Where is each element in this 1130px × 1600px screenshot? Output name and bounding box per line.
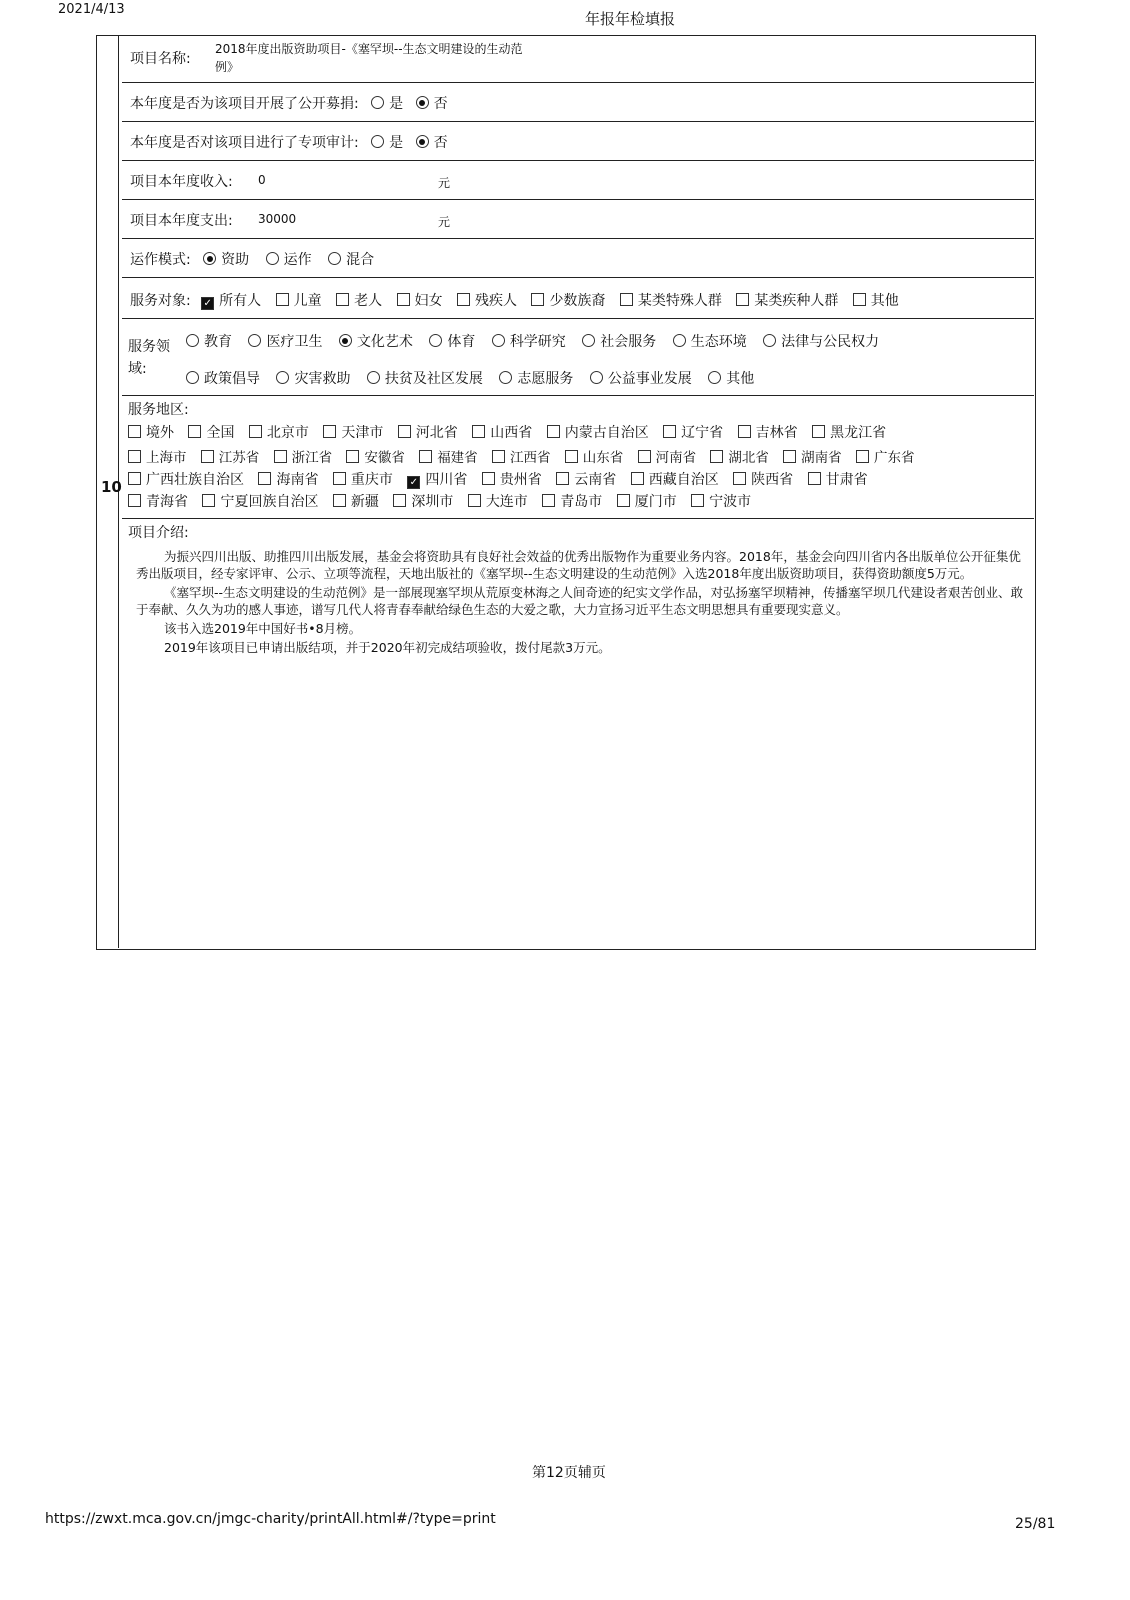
field-option: 灾害救助 [294,371,351,387]
region-checkbox[interactable] [733,472,746,485]
target-option: 老人 [354,293,383,309]
field-option: 医疗卫生 [266,334,323,350]
region-checkbox[interactable] [188,425,201,438]
intro-paragraph: 为振兴四川出版、助推四川出版发展，基金会将资助具有良好社会效益的优秀出版物作为重要业务内容。2018年，基金会向四川省内各出版单位公开征集优秀出版项目，经专家评审、公示、立项等流程，天地出版社的《塞罕坝--生态文明建设的生动范例》入选2018年度出版资助项目，获得资助额度5万元。 [136,549,1021,581]
expense-value: 30000 [258,212,297,226]
target-checkbox[interactable]: ✓ [201,297,214,310]
region-option: 江苏省 [218,450,260,466]
region-checkbox[interactable] [565,450,578,463]
fields-row1 [178,331,883,351]
target-option: 妇女 [414,293,443,309]
field-radio[interactable] [673,334,686,347]
region-option: 新疆 [350,494,379,510]
region-checkbox[interactable] [812,425,825,438]
target-option: 其他 [870,293,899,309]
field-radio[interactable] [367,371,380,384]
region-checkbox[interactable] [128,450,141,463]
field-option: 政策倡导 [204,371,260,387]
audit-row [130,132,448,152]
fields-row2 [178,368,758,388]
field-radio[interactable] [276,371,289,384]
region-checkbox[interactable] [691,494,704,507]
audit-label: 本年度是否对该项目进行了专项审计: [130,135,359,151]
region-option: 黑龙江省 [830,425,887,441]
region-checkbox[interactable] [393,494,406,507]
region-option: 厦门市 [634,494,677,510]
region-option: 天津市 [341,425,384,441]
divider [122,121,1034,122]
print-date: 2021/4/13 [58,2,125,17]
audit-no-label: 否 [433,135,448,151]
region-checkbox[interactable]: ✓ [407,476,420,489]
project-name-line1: 2018年度出版资助项目-《塞罕坝--生态文明建设的生动范 [215,42,523,56]
region-checkbox[interactable] [201,450,214,463]
divider [122,82,1034,83]
target-option: 少数族裔 [549,293,606,309]
targets-row [130,290,903,310]
divider [122,318,1034,319]
divider [122,199,1034,200]
region-checkbox[interactable] [468,494,481,507]
divider [122,395,1034,396]
region-option: 北京市 [266,425,309,441]
region-option: 河南省 [655,450,697,466]
region-checkbox[interactable] [738,425,751,438]
region-option: 湖南省 [801,450,842,466]
region-option: 安徽省 [364,450,405,466]
field-radio[interactable] [492,334,505,347]
fields-label-line1: 服务领 [128,339,170,355]
region-checkbox[interactable] [258,472,271,485]
field-option: 其他 [726,371,755,387]
mode-label: 运作模式: [130,252,191,268]
target-checkbox[interactable] [397,293,410,306]
intro-body [136,548,1024,658]
intro-label: 项目介绍: [128,525,189,541]
fundraising-yes-radio[interactable] [371,96,384,109]
field-option: 社会服务 [600,334,657,350]
target-option: 儿童 [293,293,322,309]
region-option: 辽宁省 [681,425,724,441]
target-option: 某类疾种人群 [754,293,839,309]
field-radio[interactable] [763,334,776,347]
region-checkbox[interactable] [492,450,505,463]
field-option: 科学研究 [509,334,566,350]
region-option: 内蒙古自治区 [564,425,649,441]
target-option: 所有人 [219,293,262,309]
region-option: 浙江省 [291,450,333,466]
field-option: 文化艺术 [356,334,413,350]
targets-label: 服务对象: [130,293,191,309]
field-option: 志愿服务 [517,371,574,387]
region-option: 贵州省 [499,472,542,488]
field-radio[interactable] [499,371,512,384]
region-option: 上海市 [146,450,187,466]
region-option: 深圳市 [411,494,454,510]
page-title: 年报年检填报 [585,10,676,28]
region-option: 福建省 [437,450,478,466]
field-radio[interactable] [339,334,352,347]
regions-row2 [122,446,918,466]
page-url: https://zwxt.mca.gov.cn/jmgc-charity/printAll.html#/?type=print [45,1511,496,1527]
region-checkbox[interactable] [398,425,411,438]
fields-label-line2: 域: [128,361,147,377]
region-checkbox[interactable] [710,450,723,463]
target-option: 某类特殊人群 [637,293,722,309]
region-option: 重庆市 [350,472,393,488]
intro-paragraph: 2019年该项目已申请出版结项，并于2020年初完成结项验收，拨付尾款3万元。 [164,640,611,655]
mode-option: 资助 [221,252,250,268]
target-checkbox[interactable] [620,293,633,306]
region-option: 湖北省 [728,450,769,466]
region-option: 云南省 [574,472,617,488]
target-option: 残疾人 [474,293,517,309]
income-value: 0 [258,173,266,187]
target-checkbox[interactable] [276,293,289,306]
field-option: 法律与公民权力 [781,334,880,350]
region-option: 山东省 [582,450,624,466]
region-option: 青岛市 [560,494,603,510]
expense-unit: 元 [438,215,451,229]
region-checkbox[interactable] [617,494,630,507]
field-radio[interactable] [186,371,199,384]
row-number: 10 [101,478,122,496]
region-option: 全国 [206,425,235,441]
mode-option: 混合 [346,252,375,268]
region-checkbox[interactable] [128,494,141,507]
region-checkbox[interactable] [856,450,869,463]
region-checkbox[interactable] [333,494,346,507]
audit-yes-radio[interactable] [371,135,384,148]
region-option: 海南省 [276,472,319,488]
regions-row1 [122,422,890,442]
region-option: 吉林省 [755,425,798,441]
region-option: 广西壮族自治区 [146,472,244,488]
region-checkbox[interactable] [663,425,676,438]
region-checkbox[interactable] [274,450,287,463]
field-option: 扶贫及社区发展 [384,371,483,387]
divider [122,277,1034,278]
target-checkbox[interactable] [336,293,349,306]
field-radio[interactable] [429,334,442,347]
region-checkbox[interactable] [323,425,336,438]
region-option: 广东省 [873,450,915,466]
region-checkbox[interactable] [808,472,821,485]
divider [122,160,1034,161]
page-label: 第12页辅页 [532,1465,606,1481]
target-checkbox[interactable] [736,293,749,306]
field-option: 公益事业发展 [607,371,692,387]
audit-no-radio[interactable] [416,135,429,148]
income-unit: 元 [438,176,451,190]
region-option: 宁波市 [709,494,752,510]
region-checkbox[interactable] [542,494,555,507]
region-checkbox[interactable] [346,450,359,463]
field-option: 生态环境 [690,334,747,350]
income-label: 项目本年度收入: [130,174,233,190]
target-checkbox[interactable] [457,293,470,306]
mode-row [130,249,378,269]
region-option: 陕西省 [751,472,794,488]
field-radio[interactable] [590,371,603,384]
fundraising-no-radio[interactable] [416,96,429,109]
region-checkbox[interactable] [128,472,141,485]
region-checkbox[interactable] [249,425,262,438]
project-name-label: 项目名称: [130,51,191,67]
field-option: 教育 [204,334,232,350]
region-option: 江西省 [509,450,551,466]
region-option: 河北省 [415,425,458,441]
region-checkbox[interactable] [419,450,432,463]
fundraising-label: 本年度是否为该项目开展了公开募捐: [130,96,359,112]
region-checkbox[interactable] [482,472,495,485]
region-option: 境外 [146,425,174,441]
region-option: 甘肃省 [825,472,868,488]
field-radio[interactable] [708,371,721,384]
page-count: 25/81 [1015,1516,1056,1532]
region-checkbox[interactable] [472,425,485,438]
target-checkbox[interactable] [531,293,544,306]
audit-yes-label: 是 [389,135,404,151]
intro-paragraph: 该书入选2019年中国好书•8月榜。 [164,621,362,636]
region-checkbox[interactable] [202,494,215,507]
divider [122,518,1034,519]
region-option: 山西省 [490,425,533,441]
region-checkbox[interactable] [128,425,141,438]
mode-radio[interactable] [266,252,279,265]
region-checkbox[interactable] [333,472,346,485]
field-radio[interactable] [582,334,595,347]
intro-paragraph: 《塞罕坝--生态文明建设的生动范例》是一部展现塞罕坝从荒原变林海之人间奇迹的纪实文学作品，对弘扬塞罕坝精神，传播塞罕坝几代建设者艰苦创业、敢于奉献、久久为功的感人事迹，谱写几代人将青春奉献给绿色生态的大爱之歌，大力宣扬习近平生态文明思想具有重要现实意义。 [136,585,1024,617]
regions-label: 服务地区: [128,402,189,418]
target-checkbox[interactable] [853,293,866,306]
field-option: 体育 [447,334,476,350]
region-option: 西藏自治区 [648,472,719,488]
region-option: 宁夏回族自治区 [220,494,319,510]
region-checkbox[interactable] [556,472,569,485]
divider [122,238,1034,239]
region-checkbox[interactable] [638,450,651,463]
region-option: 四川省 [425,472,468,488]
fundraising-row [130,93,448,113]
fundraising-yes-label: 是 [389,96,404,112]
regions-row4 [122,491,755,511]
region-checkbox[interactable] [783,450,796,463]
mode-radio[interactable] [328,252,341,265]
project-name-line2: 例》 [215,60,240,74]
region-checkbox[interactable] [547,425,560,438]
region-option: 青海省 [146,494,188,510]
expense-label: 项目本年度支出: [130,213,233,229]
regions-row3 [122,469,872,489]
field-radio[interactable] [186,334,199,347]
fundraising-no-label: 否 [433,96,448,112]
mode-option: 运作 [283,252,312,268]
field-radio[interactable] [248,334,261,347]
region-checkbox[interactable] [631,472,644,485]
mode-radio[interactable] [203,252,216,265]
region-option: 大连市 [485,494,528,510]
